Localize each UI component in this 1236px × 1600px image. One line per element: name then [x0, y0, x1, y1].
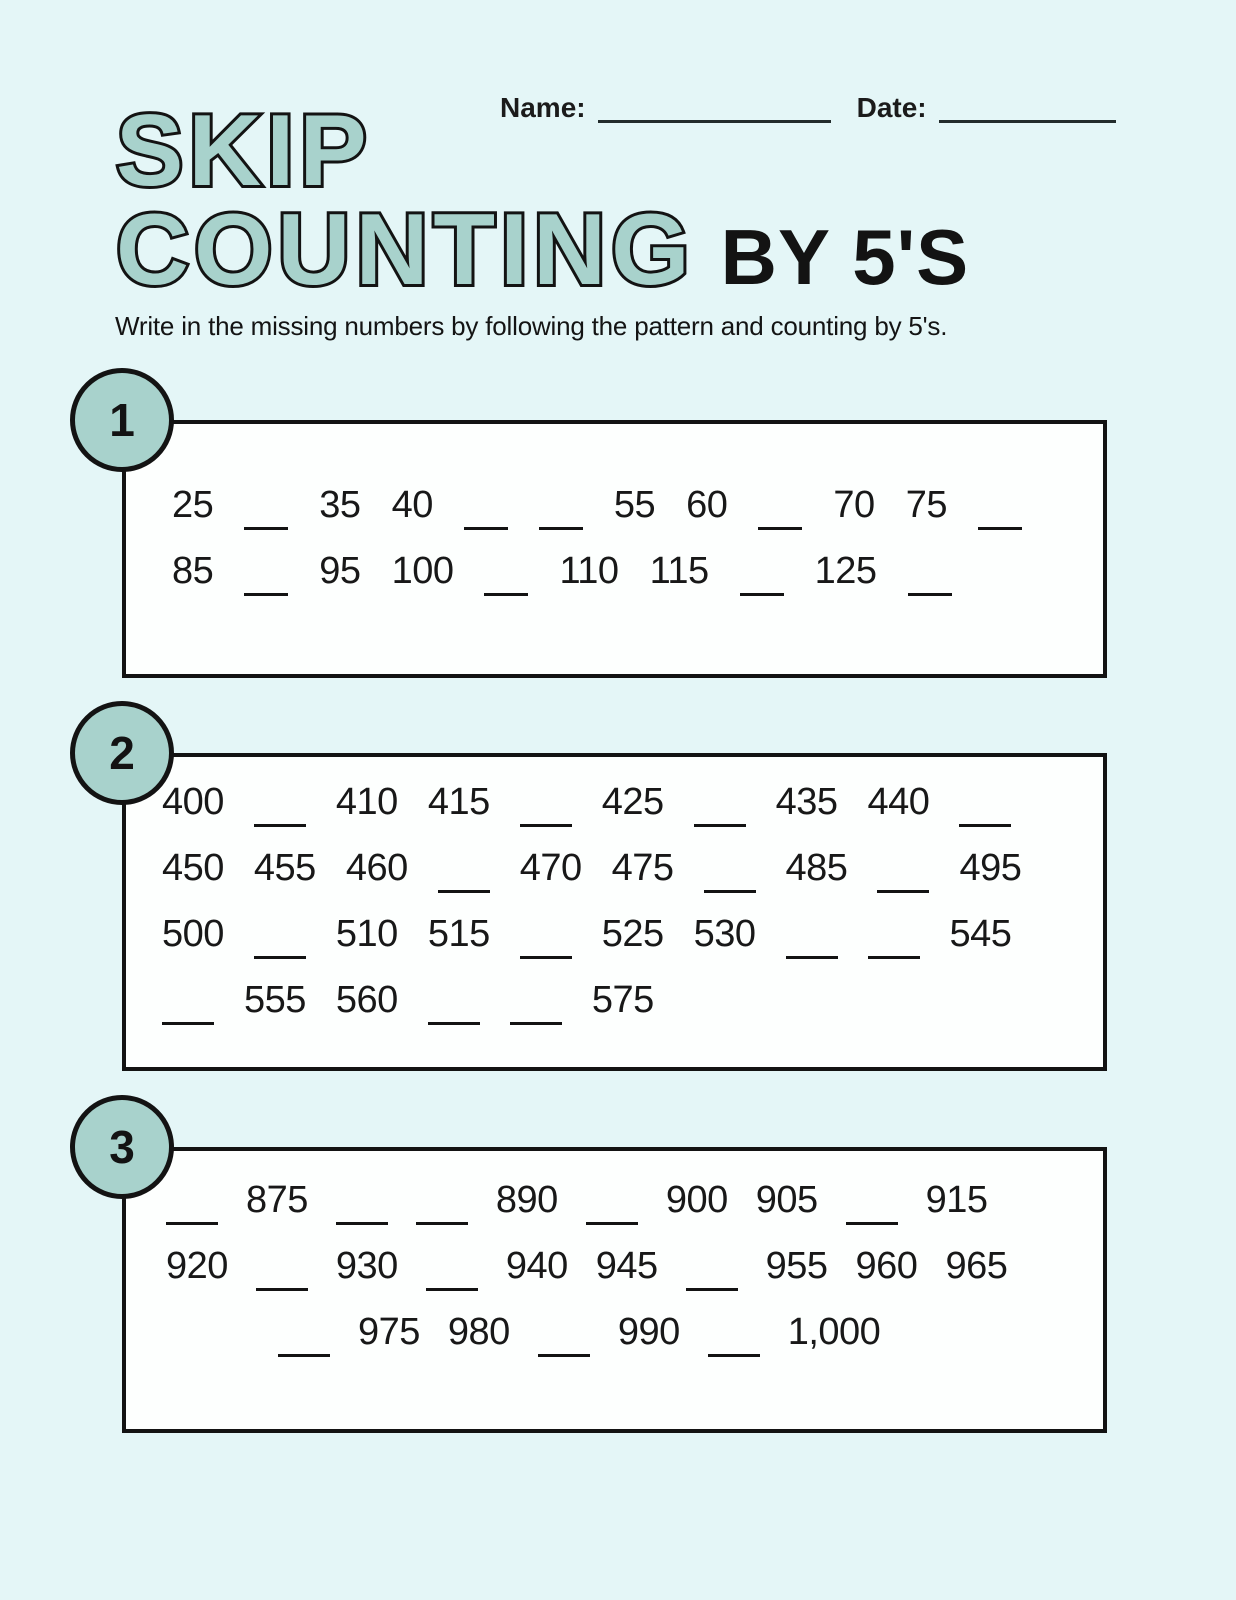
title-line1: SKIP [116, 95, 372, 207]
blank-answer-field[interactable] [244, 527, 288, 530]
blank-answer-field[interactable] [686, 1288, 738, 1291]
number-cell: 500 [162, 913, 224, 955]
question-number-badge-3 [70, 1095, 174, 1199]
blank-answer-field[interactable] [278, 1354, 330, 1357]
blank-answer-field[interactable] [539, 527, 583, 530]
number-cell: 560 [335, 979, 398, 1021]
number-cell: 125 [814, 550, 877, 592]
number-cell: 450 [162, 847, 224, 889]
title-line2: COUNTING [116, 193, 695, 306]
blank-answer-field[interactable] [426, 1288, 478, 1291]
number-row [162, 981, 1103, 1019]
blank-answer-field[interactable] [786, 956, 838, 959]
question-box-1 [109, 394, 1107, 678]
blank-answer-field[interactable] [959, 824, 1011, 827]
number-cell: 410 [335, 781, 398, 823]
number-cell: 960 [855, 1245, 918, 1287]
number-cell: 460 [345, 847, 408, 889]
number-cell: 25 [172, 484, 214, 526]
number-cell: 470 [519, 847, 582, 889]
number-cell: 915 [925, 1179, 988, 1221]
question-number-1: 1 [109, 394, 135, 446]
question-number-badge-1 [70, 368, 174, 472]
number-cell: 425 [601, 781, 664, 823]
number-cell: 875 [246, 1179, 308, 1221]
number-cell: 85 [172, 550, 214, 592]
number-cell: 890 [495, 1179, 558, 1221]
blank-answer-field[interactable] [428, 1022, 480, 1025]
number-row [278, 1313, 1103, 1351]
question-number-2: 2 [109, 727, 135, 779]
number-cell: 415 [427, 781, 490, 823]
blank-answer-field[interactable] [510, 1022, 562, 1025]
date-label: Date: [856, 92, 927, 123]
number-cell: 555 [244, 979, 306, 1021]
number-cell: 525 [601, 913, 664, 955]
number-cell: 55 [613, 484, 656, 526]
blank-answer-field[interactable] [336, 1222, 388, 1225]
number-row [166, 1181, 1103, 1219]
number-cell: 945 [595, 1245, 658, 1287]
blank-answer-field[interactable] [708, 1354, 760, 1357]
blank-answer-field[interactable] [758, 527, 802, 530]
question-number-3: 3 [109, 1121, 135, 1173]
blank-answer-field[interactable] [254, 956, 306, 959]
question-number-badge-2 [70, 701, 174, 805]
blank-answer-field[interactable] [538, 1354, 590, 1357]
number-cell: 940 [505, 1245, 568, 1287]
number-cell: 575 [591, 979, 654, 1021]
blank-answer-field[interactable] [694, 824, 746, 827]
number-row [166, 1247, 1103, 1285]
number-cell: 455 [253, 847, 316, 889]
blank-answer-field[interactable] [908, 593, 952, 596]
number-rows-1 [126, 424, 1103, 590]
number-cell: 110 [559, 550, 619, 592]
number-cell: 965 [945, 1245, 1008, 1287]
blank-answer-field[interactable] [438, 890, 490, 893]
number-cell: 115 [649, 550, 709, 592]
number-cell: 35 [319, 484, 361, 526]
number-rows-3 [126, 1151, 1103, 1351]
number-cell: 930 [335, 1245, 398, 1287]
number-cell: 975 [358, 1311, 420, 1353]
number-cell: 955 [765, 1245, 828, 1287]
number-cell: 475 [611, 847, 674, 889]
number-cell: 495 [959, 847, 1022, 889]
blank-answer-field[interactable] [877, 890, 929, 893]
number-cell: 545 [949, 913, 1012, 955]
blank-answer-field[interactable] [416, 1222, 468, 1225]
number-cell: 75 [905, 484, 947, 526]
number-cell: 40 [391, 484, 433, 526]
number-cell: 980 [447, 1311, 510, 1353]
blank-answer-field[interactable] [846, 1222, 898, 1225]
number-cell: 900 [665, 1179, 728, 1221]
number-cell: 70 [833, 484, 875, 526]
blank-answer-field[interactable] [484, 593, 528, 596]
blank-answer-field[interactable] [978, 527, 1022, 530]
blank-answer-field[interactable] [162, 1022, 214, 1025]
number-cell: 485 [785, 847, 848, 889]
number-cell: 1,000 [787, 1311, 881, 1353]
blank-answer-field[interactable] [868, 956, 920, 959]
blank-answer-field[interactable] [166, 1222, 218, 1225]
blank-answer-field[interactable] [704, 890, 756, 893]
number-row [162, 915, 1103, 953]
number-cell: 515 [427, 913, 490, 955]
name-label: Name: [500, 92, 586, 123]
question-box-3 [109, 1121, 1107, 1433]
number-cell: 100 [391, 550, 454, 592]
blank-answer-field[interactable] [520, 824, 572, 827]
number-cell: 920 [166, 1245, 228, 1287]
number-row [172, 552, 1103, 590]
number-cell: 440 [867, 781, 930, 823]
blank-answer-field[interactable] [244, 593, 288, 596]
instruction-text: Write in the missing numbers by following the pattern and counting by 5's. [115, 311, 948, 341]
blank-answer-field[interactable] [740, 593, 784, 596]
number-cell: 905 [755, 1179, 818, 1221]
number-cell: 435 [775, 781, 838, 823]
number-row [162, 783, 1103, 821]
number-cell: 400 [162, 781, 224, 823]
number-cell: 530 [693, 913, 756, 955]
number-cell: 510 [335, 913, 398, 955]
page-title [116, 95, 970, 306]
blank-answer-field[interactable] [464, 527, 508, 530]
number-rows-2 [126, 757, 1103, 1019]
blank-answer-field[interactable] [254, 824, 306, 827]
title-line2-row [116, 193, 970, 306]
blank-answer-field[interactable] [586, 1222, 638, 1225]
number-row [162, 849, 1103, 887]
number-cell: 95 [319, 550, 361, 592]
blank-answer-field[interactable] [520, 956, 572, 959]
number-cell: 60 [686, 484, 728, 526]
number-cell: 990 [617, 1311, 680, 1353]
question-box-2 [109, 727, 1107, 1071]
title-suffix: BY 5'S [720, 212, 970, 301]
number-row [172, 486, 1103, 524]
blank-answer-field[interactable] [256, 1288, 308, 1291]
